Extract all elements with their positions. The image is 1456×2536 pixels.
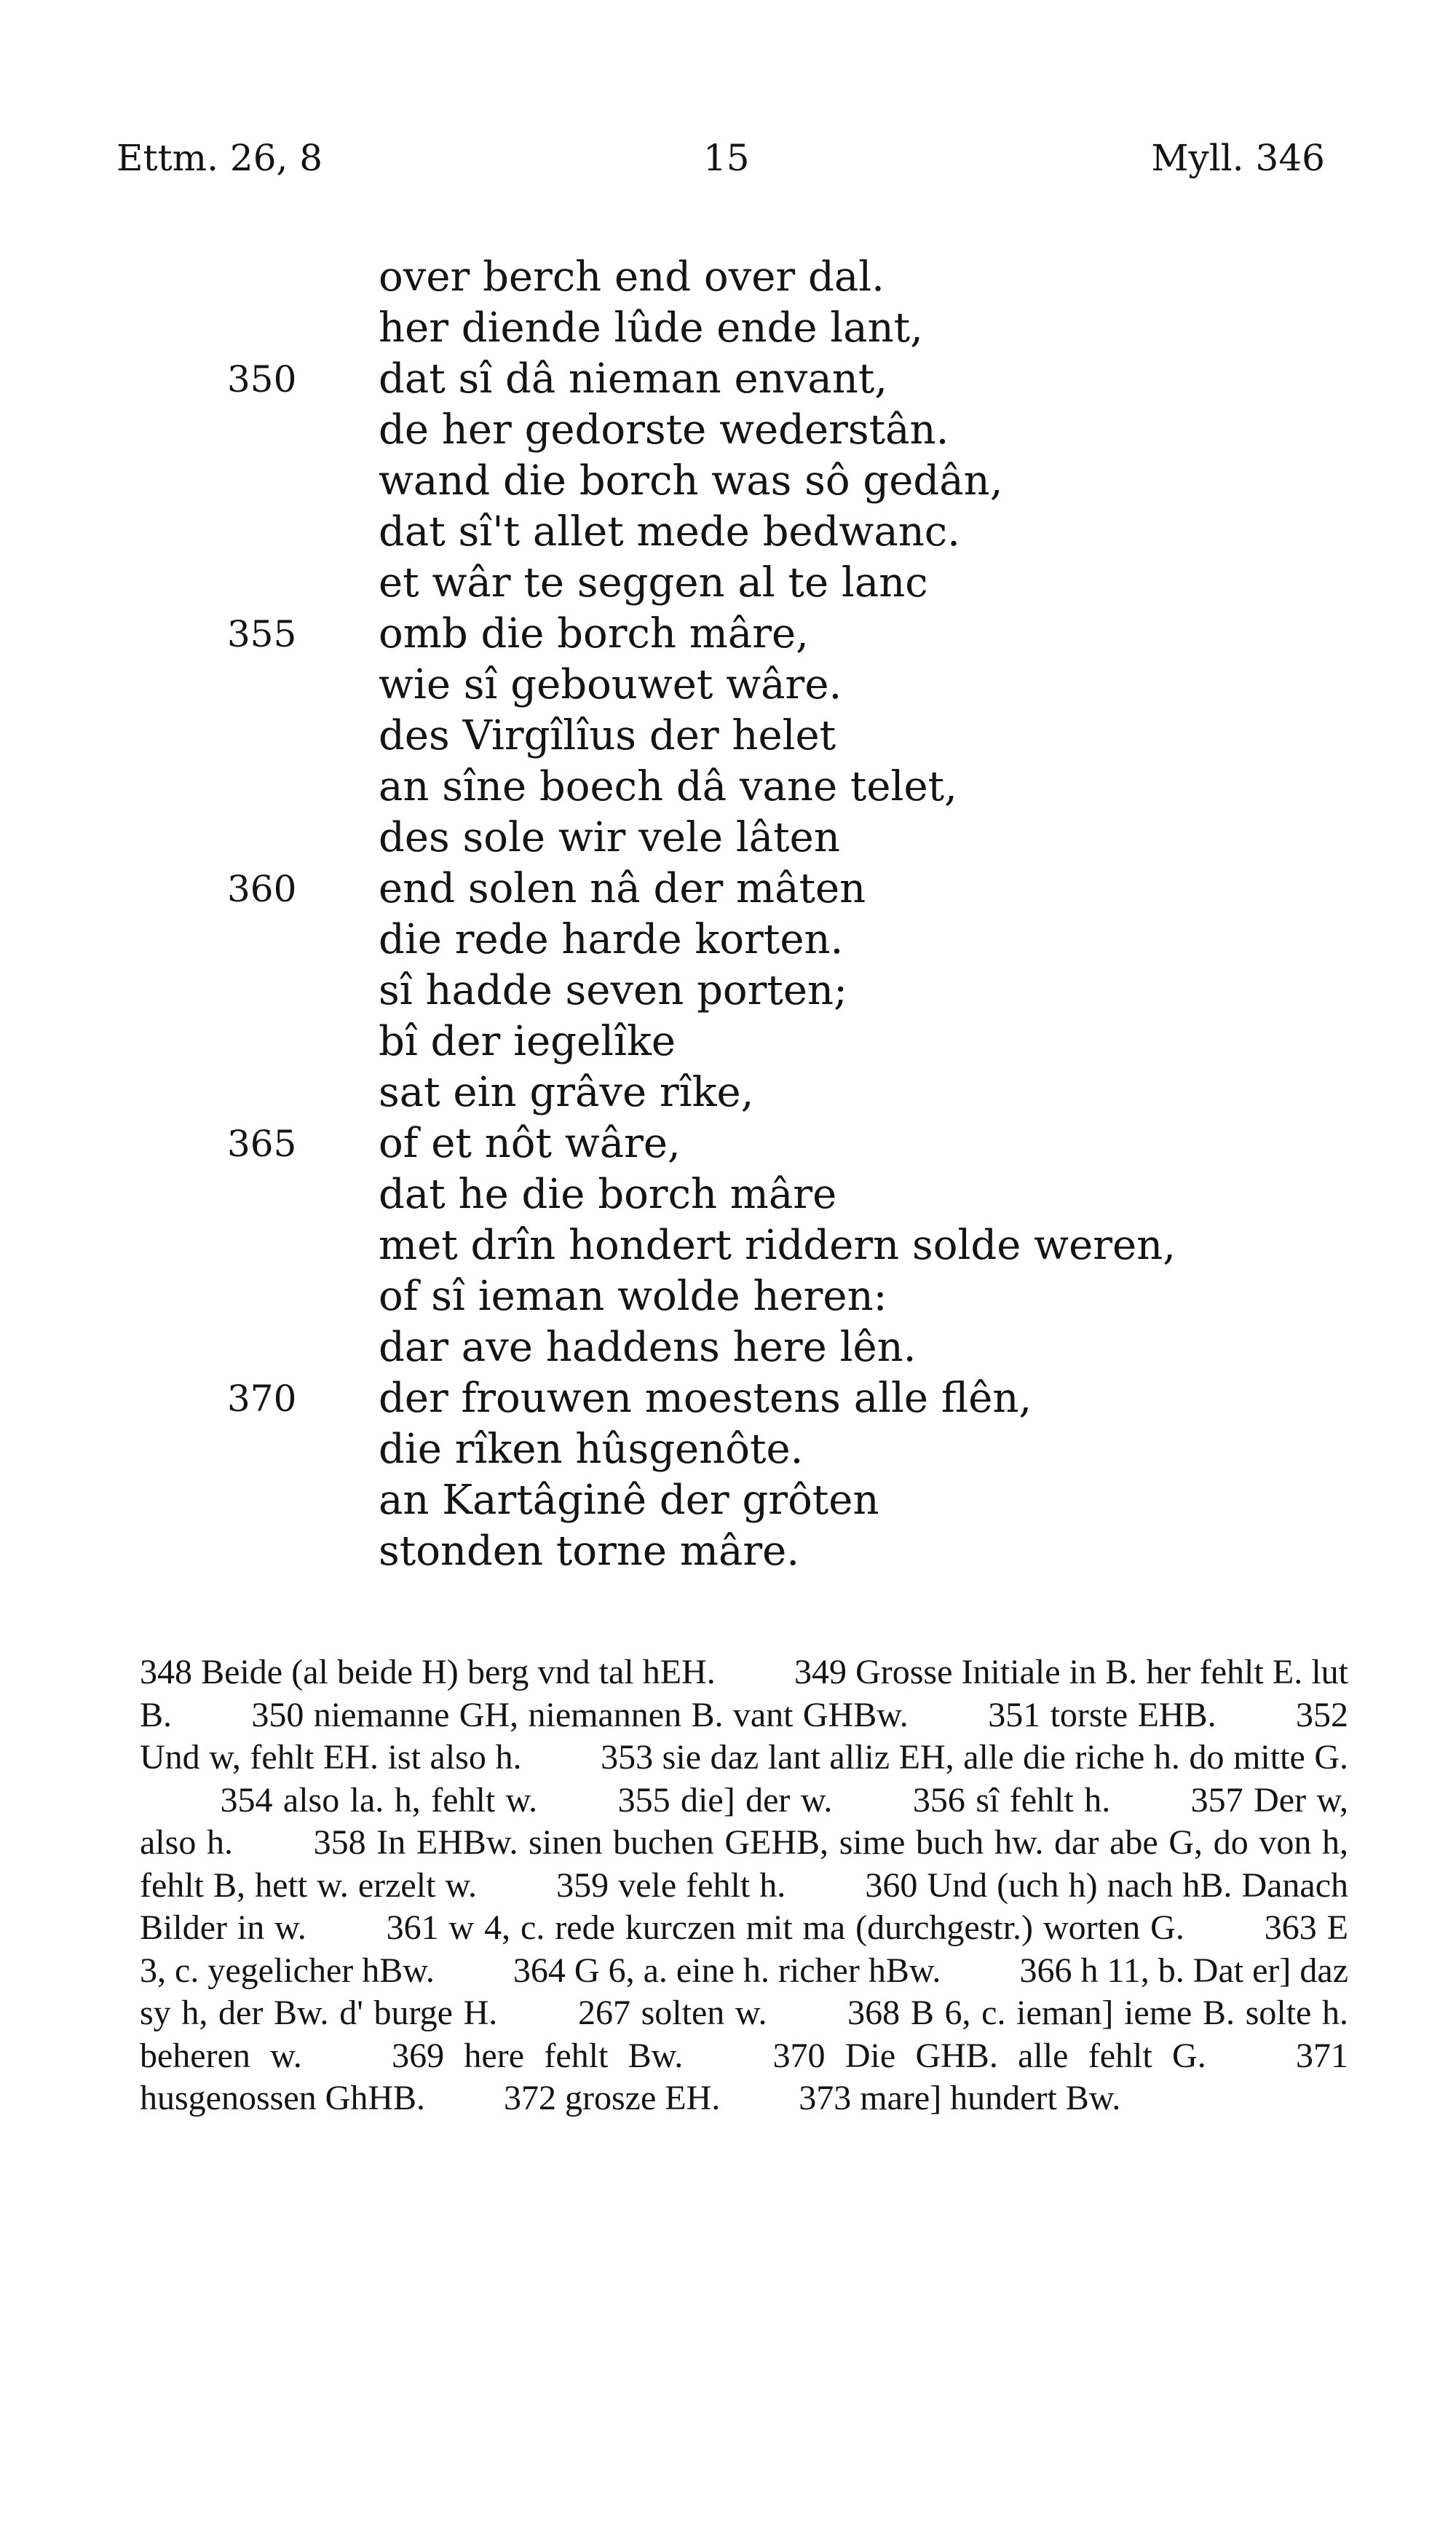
poem-line	[233, 1271, 1223, 1322]
line-number: 355	[227, 613, 297, 655]
poem-line	[233, 915, 1223, 965]
verse-text: stonden torne mâre.	[379, 1528, 800, 1575]
verse-text: end solen nâ der mâten	[379, 865, 866, 912]
verse-text: an Kartâginê der grôten	[379, 1477, 879, 1524]
apparatus-note: 357 Der w, also h.	[140, 1780, 1349, 1862]
verse-text: her diende lûde ende lant,	[379, 304, 923, 352]
verse-text: der frouwen moestens alle flên,	[379, 1375, 1032, 1422]
poem-line	[233, 1475, 1223, 1526]
apparatus-note: 354 also la. h, fehlt w.	[220, 1780, 538, 1820]
apparatus-note: 267 solten w.	[577, 1994, 767, 2032]
apparatus-note: 355 die] der w.	[617, 1780, 833, 1820]
verse-text: die rede harde korten.	[379, 916, 844, 963]
poem-line	[233, 252, 1223, 303]
poem-line	[233, 711, 1223, 762]
poem-line	[227, 609, 1223, 660]
poem-line	[233, 1016, 1223, 1067]
verse-text: sat ein grâve rîke,	[379, 1069, 754, 1116]
apparatus-note: 350 niemanne GH, niemannen B. vant GHBw.	[251, 1695, 909, 1734]
apparatus-note: 369 here fehlt Bw.	[392, 2036, 684, 2075]
apparatus-note: 348 Beide (al beide H) berg vnd tal hEH.	[140, 1653, 716, 1691]
poem-line	[227, 1373, 1223, 1424]
apparatus-note: 363 E 3, c. yegelicher hBw.	[140, 1908, 1348, 1990]
poem-line	[233, 813, 1223, 864]
header-right-reference: Myll. 346	[1151, 137, 1325, 179]
verse-text: des Virgîlîus der helet	[379, 712, 836, 759]
poem-line	[233, 660, 1223, 711]
verse-text: wand die borch was sô gedân,	[379, 457, 1003, 505]
line-number: 370	[227, 1378, 297, 1420]
poem-line	[233, 965, 1223, 1016]
verse-text: of sî ieman wolde heren:	[379, 1273, 887, 1320]
line-number: 365	[227, 1123, 297, 1165]
poem-line	[233, 405, 1223, 456]
verse-text: die rîken hûsgenôte.	[379, 1426, 804, 1473]
apparatus-note: 372 grosze EH.	[504, 2079, 721, 2117]
verse-text: an sîne boech dâ vane telet,	[379, 763, 957, 810]
apparatus-note: 352 Und w, fehlt EH. ist also h.	[140, 1695, 1348, 1777]
poem-line	[233, 1169, 1223, 1220]
header-left-reference: Ettm. 26, 8	[116, 137, 323, 179]
apparatus-note: 370 Die GHB. alle fehlt G.	[772, 2036, 1206, 2075]
poem-line	[233, 1526, 1223, 1577]
poem-line	[233, 1424, 1223, 1475]
apparatus-note: 368 B 6, c. ieman] ieme B. solte h. beheren w.	[140, 1994, 1349, 2075]
line-number: 360	[227, 868, 297, 910]
verse-text: met drîn hondert riddern solde weren,	[379, 1222, 1176, 1269]
poem-line	[227, 1118, 1223, 1169]
poem-line	[227, 864, 1223, 915]
verse-text: wie sî gebouwet wâre.	[379, 661, 842, 708]
apparatus-note: 351 torste EHB.	[988, 1695, 1216, 1734]
apparatus-note: 364 G 6, a. eine h. richer hBw.	[513, 1951, 941, 1990]
apparatus-note: 353 sie daz lant alliz EH, alle die riche h. do mitte G.	[601, 1738, 1349, 1777]
poem-line	[233, 558, 1223, 609]
line-number: 350	[227, 358, 297, 400]
verse-text: of et nôt wâre,	[379, 1120, 681, 1167]
verse-text: dat sî dâ nieman envant,	[379, 355, 888, 403]
verse-text: bî der iegelîke	[379, 1018, 676, 1065]
verse-text: dat he die borch mâre	[379, 1171, 837, 1218]
verse-text: de her gedorste wederstân.	[379, 406, 949, 454]
verse-text: omb die borch mâre,	[379, 610, 809, 657]
apparatus-note: 358 In EHBw. sinen buchen GEHB, sime buch hw. dar abe G, do von h, fehlt B, hett w. erzelt w.	[140, 1823, 1348, 1905]
verse-text: over berch end over dal.	[379, 253, 885, 301]
verse-text: dat sî't allet mede bedwanc.	[379, 508, 960, 556]
verse-text: sî hadde seven porten;	[379, 967, 847, 1014]
apparatus-note: 349 Grosse Initiale in B. her fehlt E. lut B.	[140, 1653, 1349, 1734]
apparatus-note: 356 sî fehlt h.	[912, 1780, 1111, 1820]
poem-line	[233, 303, 1223, 354]
poem-text	[227, 252, 1223, 1577]
verse-text: des sole wir vele lâten	[379, 814, 840, 861]
apparatus-note: 360 Und (uch h) nach hB. Danach Bilder in w.	[140, 1865, 1349, 1947]
apparatus-note: 373 mare] hundert Bw.	[799, 2079, 1121, 2117]
poem-line	[233, 456, 1223, 507]
running-header	[116, 137, 1325, 195]
verse-text: dar ave haddens here lên.	[379, 1324, 917, 1371]
critical-apparatus	[140, 1651, 1348, 2120]
verse-text: et wâr te seggen al te lanc	[379, 559, 928, 607]
apparatus-note: 361 w 4, c. rede kurczen mit ma (durchgestr.) worten G.	[386, 1908, 1184, 1947]
poem-line	[233, 507, 1223, 558]
poem-line	[227, 354, 1223, 405]
apparatus-note: 366 h 11, b. Dat er] daz sy h, der Bw. d' burge H.	[140, 1951, 1349, 2032]
poem-line	[233, 1067, 1223, 1118]
poem-line	[233, 1220, 1223, 1271]
apparatus-note: 371 husgenossen GhHB.	[140, 2036, 1349, 2117]
apparatus-note: 359 vele fehlt h.	[556, 1865, 786, 1905]
poem-line	[233, 1322, 1223, 1373]
poem-line	[233, 762, 1223, 813]
page-number: 15	[703, 137, 750, 179]
